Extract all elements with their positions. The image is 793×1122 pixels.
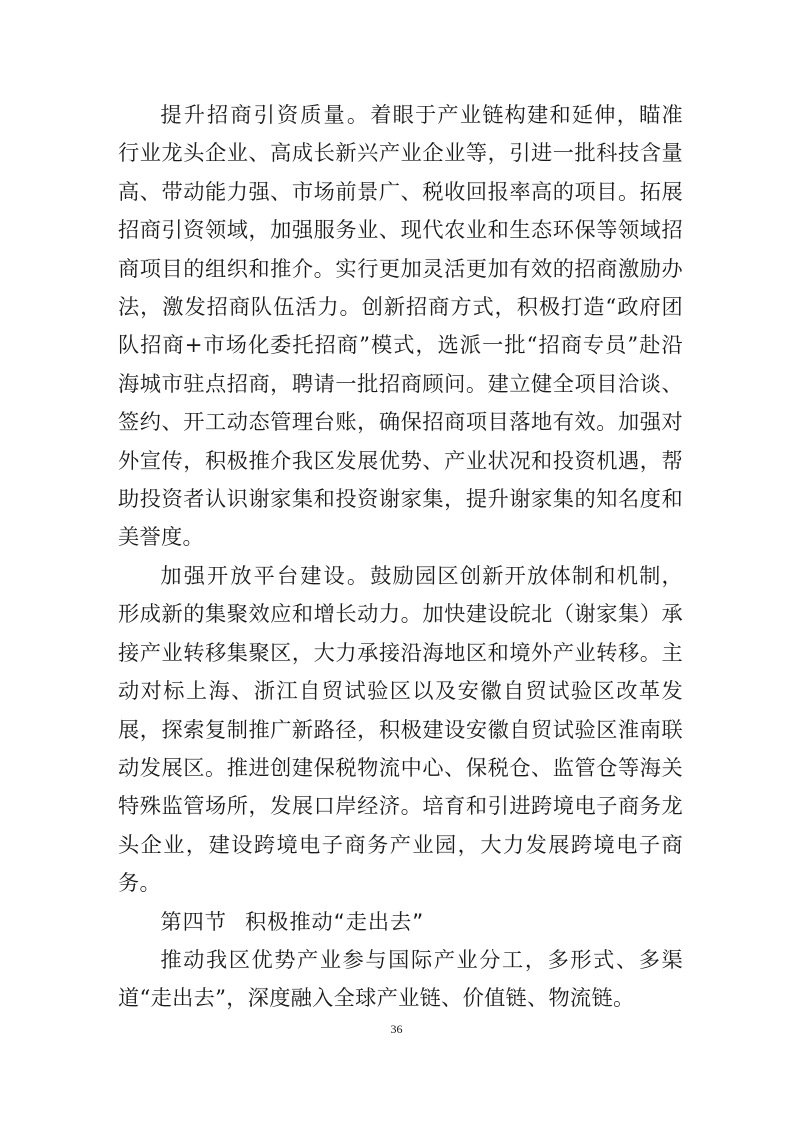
section-title: 积极推动“走出去” [244,908,425,934]
section-number: 第四节 [160,908,227,934]
paragraph-open-platform [118,557,683,903]
paragraph-lead: 加强开放平台建设。 [160,562,371,588]
paragraph-text: 推动我区优势产业参与国际产业分工，多形式、多渠道“走出去”，深度融入全球产业链、价值链、物流链。 [118,946,683,1011]
document-body [118,96,683,1018]
section-heading [118,903,683,941]
paragraph-text: 着眼于产业链构建和延伸，瞄准行业龙头企业、高成长新兴产业企业等，引进一批科技含量高、带动能力强、市场前景广、税收回报率高的项目。拓展招商引资领域，加强服务业、现代农业和生态环保等领域招商项目的组织和推介。实行更加灵活更加有效的招商激励办法，激发招商队伍活力。创新招商方式，积极打造“政府团队招商+市场化委托招商”模式，选派一批“招商专员”赴沿海城市驻点招商，聘请一批招商顾问。建立健全项目洽谈、签约、开工动态管理台账，确保招商项目落地有效。加强对外宣传，积极推介我区发展优势、产业状况和投资机遇，帮助投资者认识谢家集和投资谢家集，提升谢家集的知名度和美誉度。 [118,102,683,550]
paragraph-going-global [118,941,683,1018]
paragraph-investment-quality [118,96,683,557]
paragraph-lead: 提升招商引资质量。 [160,102,371,127]
paragraph-text: 鼓励园区创新开放体制和机制，形成新的集聚效应和增长动力。加快建设皖北（谢家集）承接产业转移集聚区，大力承接沿海地区和境外产业转移。主动对标上海、浙江自贸试验区以及安徽自贸试验区改革发展，探索复制推广新路径，积极建设安徽自贸试验区淮南联动发展区。推进创建保税物流中心、保税仓、监管仓等海关特殊监管场所，发展口岸经济。培育和引进跨境电子商务龙头企业，建设跨境电子商务产业园，大力发展跨境电子商务。 [118,562,683,896]
page-number: 36 [390,1022,403,1036]
